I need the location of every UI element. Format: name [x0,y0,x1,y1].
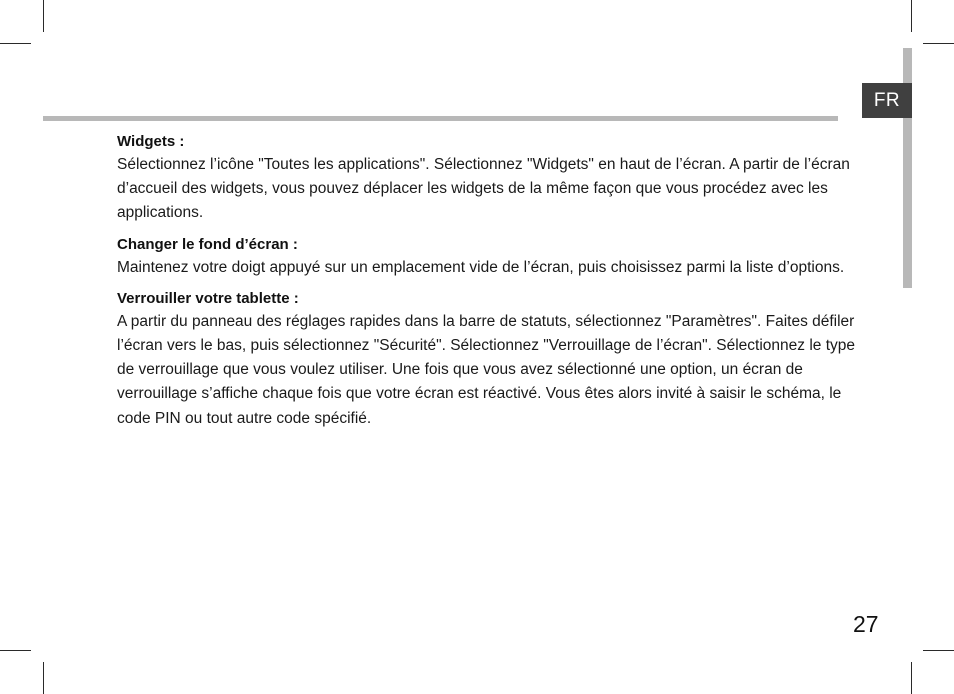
page-number: 27 [853,611,879,637]
section-wallpaper [117,234,857,280]
section-body: Sélectionnez l’icône "Toutes les applications". Sélectionnez "Widgets" en haut de l’écran. A partir de l’écran d’accueil des widgets, vous pouvez déplacer les widgets de la même façon que vous procédez avec les applications. [117,156,850,222]
crop-mark-bottom-left-horizontal [0,650,31,651]
crop-mark-bottom-right-vertical [911,662,912,694]
main-content [117,131,857,439]
section-heading: Widgets : [117,133,185,150]
language-tab: FR [862,83,912,118]
header-rule [43,116,838,121]
crop-mark-top-right-vertical [911,0,912,32]
section-body: Maintenez votre doigt appuyé sur un emplacement vide de l’écran, puis choisissez parmi la liste d’options. [117,258,845,276]
section-widgets [117,131,857,226]
section-body: A partir du panneau des réglages rapides dans la barre de statuts, sélectionnez "Paramètres". Faites défiler l’écran vers le bas, puis sélectionnez "Sécurité". Sélectionnez "Verrouillage de l’écran". Sélectionnez le type de verrouillage que vous voulez utiliser. Une fois que vous avez sélectionné une option, un écran de verrouillage s’affiche chaque fois que votre écran est réactivé. Vous êtes alors invité à saisir le schéma, le code PIN ou tout autre code spécifié. [117,312,855,427]
section-lock-tablet [117,288,857,431]
crop-mark-bottom-left-vertical [43,662,44,694]
crop-mark-top-left-vertical [43,0,44,32]
section-heading: Changer le fond d’écran : [117,235,298,253]
crop-mark-bottom-right-horizontal [923,650,954,651]
crop-mark-top-left-horizontal [0,43,31,44]
section-heading: Verrouiller votre tablette : [117,289,299,307]
crop-mark-top-right-horizontal [923,43,954,44]
